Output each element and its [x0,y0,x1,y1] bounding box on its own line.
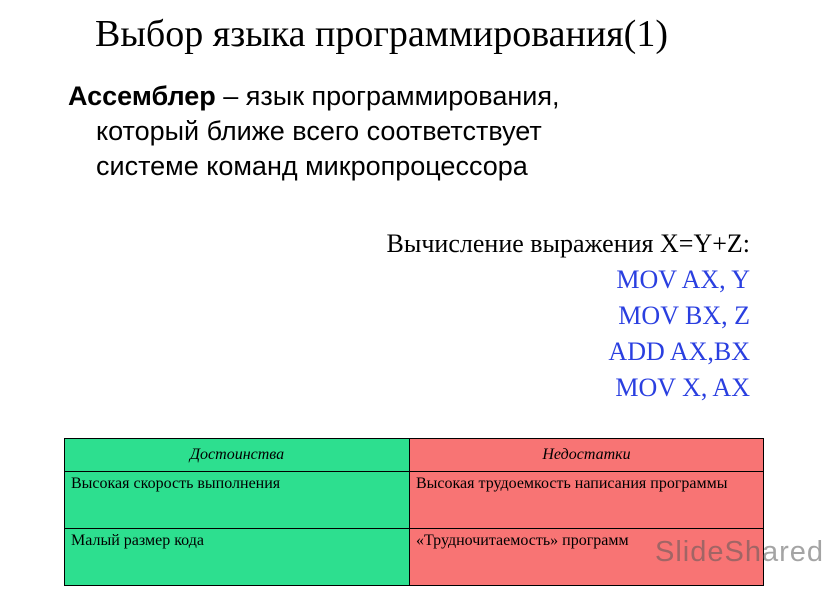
header-cons: Недостатки [410,439,764,472]
definition-line-2: который ближе всего соответствует [96,116,542,146]
code-caption: Вычисление выражения X=Y+Z: [386,229,750,258]
con-cell: «Трудночитаемость» программ [410,529,764,586]
definition-line-1-rest: – язык программирования, [215,81,560,111]
definition-term: Ассемблер [68,81,216,111]
code-line: MOV X, AX [615,373,750,402]
code-line: MOV AX, Y [616,265,750,294]
con-cell: Высокая трудоемкость написания программы [410,472,764,529]
code-example [387,226,750,406]
pro-cell: Малый размер кода [65,529,410,586]
watermark: SlideShared [655,536,824,568]
definition-line-3: системе команд микропроцессора [96,151,528,181]
definition-line-1 [68,79,708,114]
pro-cell: Высокая скорость выполнения [65,472,410,529]
slide-title: Выбор языка программирования(1) [95,13,668,55]
code-line: MOV BX, Z [618,301,750,330]
table-header-row [65,439,764,472]
code-line: ADD AX,BX [608,337,750,366]
table-row [65,472,764,529]
header-pros: Достоинства [65,439,410,472]
definition-text [68,79,708,184]
